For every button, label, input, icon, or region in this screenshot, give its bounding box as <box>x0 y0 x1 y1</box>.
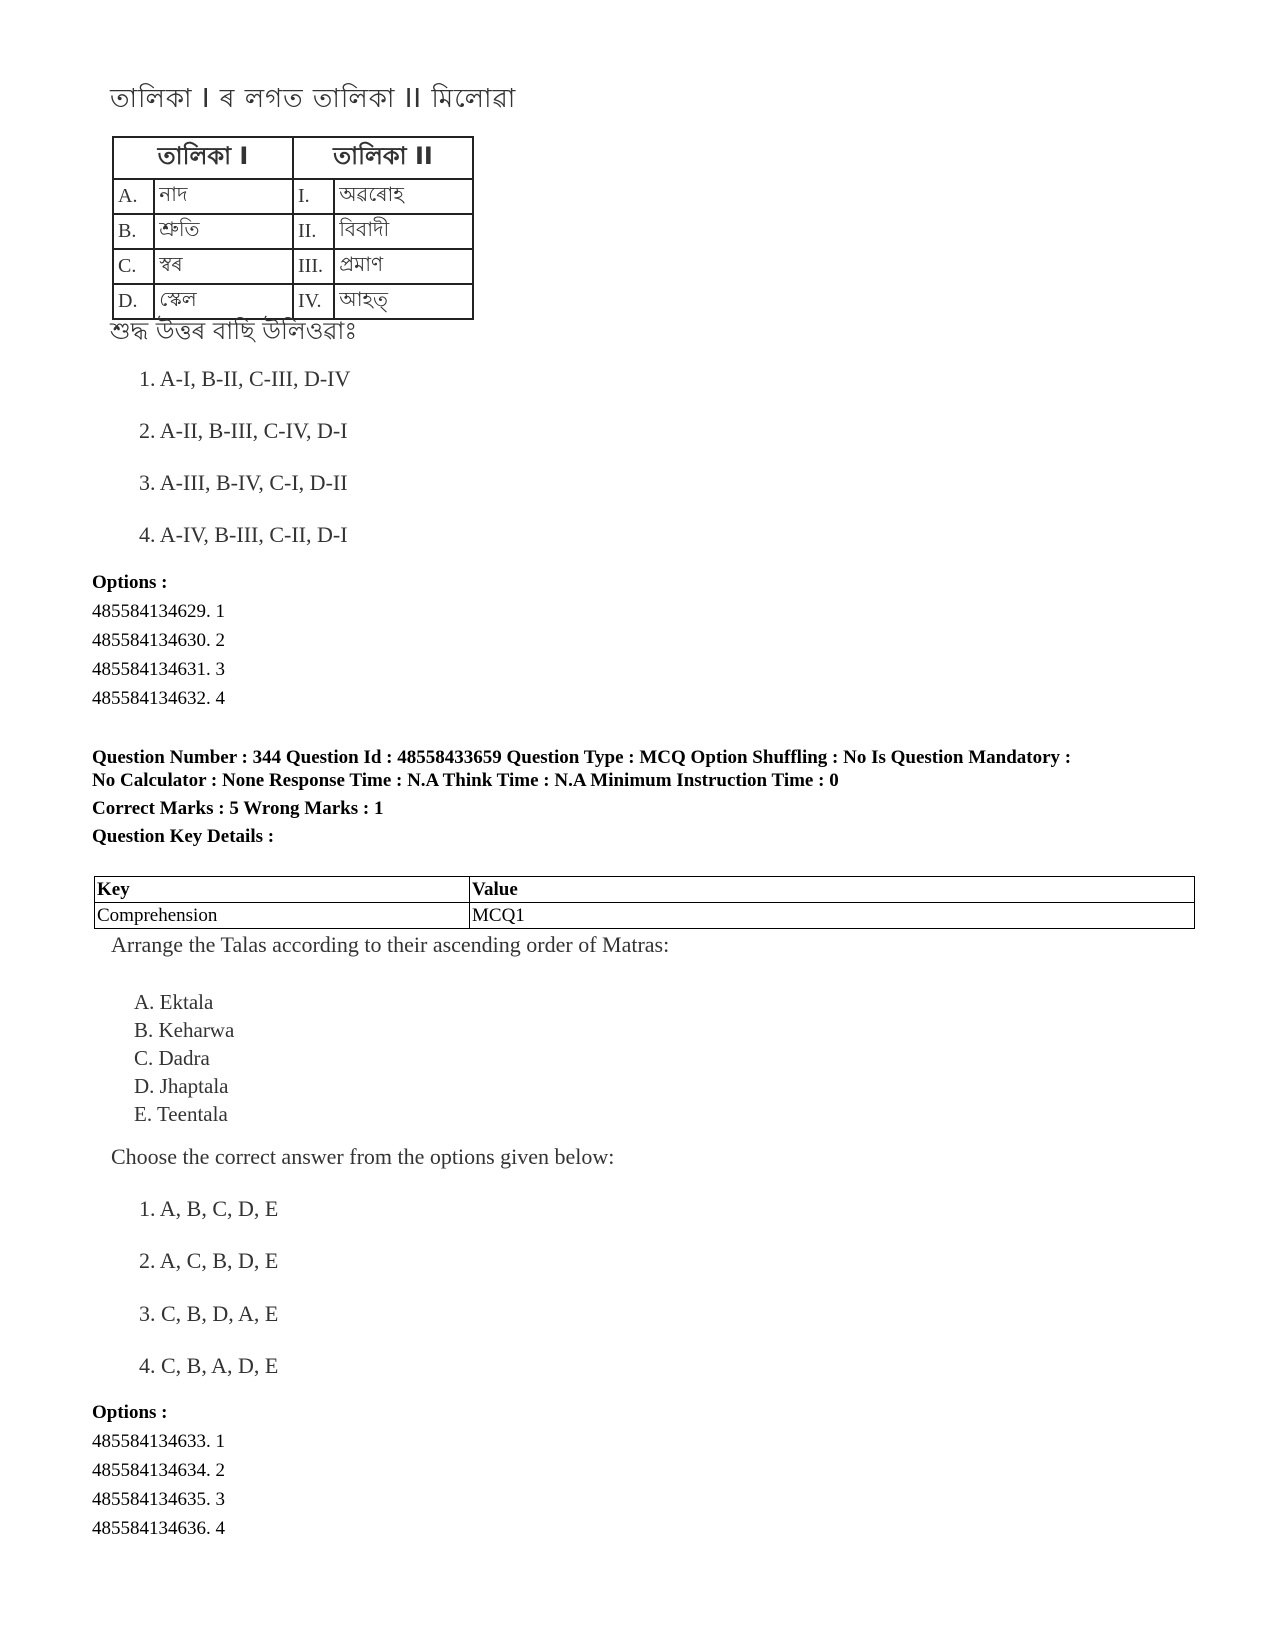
row-value: শ্ৰুতি <box>154 214 293 249</box>
option-item: 485584134629. 1 <box>92 601 225 622</box>
q2-prompt: Choose the correct answer from the options given below: <box>111 1144 615 1169</box>
question-info <box>92 746 1212 792</box>
q1-options <box>92 568 225 713</box>
option-item: 485584134632. 4 <box>92 688 225 709</box>
q1-choice-4: 4. A-IV, B-III, C-II, D-I <box>139 522 348 547</box>
option-item: 485584134635. 3 <box>92 1489 225 1510</box>
row-value: স্কেল <box>154 284 293 319</box>
list-item: A. Ektala <box>134 990 214 1014</box>
q1-choice-1: 1. A-I, B-II, C-III, D-IV <box>139 366 351 391</box>
key-details-table <box>94 876 1195 929</box>
question-info-line1: Question Number : 344 Question Id : 48558433659 Question Type : MCQ Option Shuffling : No Is Question Mandatory : <box>92 747 1072 768</box>
table-row <box>95 903 1195 929</box>
list-item: D. Jhaptala <box>134 1074 229 1098</box>
row-key: C. <box>113 249 154 284</box>
match-table <box>112 136 474 320</box>
q1-choice-2: 2. A-II, B-III, C-IV, D-I <box>139 418 348 443</box>
row-key: III. <box>293 249 334 284</box>
row-value: বিবাদী <box>334 214 473 249</box>
table-row <box>95 877 1195 903</box>
row-value: স্বৰ <box>154 249 293 284</box>
q2-question: Arrange the Talas according to their ascending order of Matras: <box>111 932 670 957</box>
row-value: নাদ <box>154 179 293 214</box>
value-cell: MCQ1 <box>470 903 1195 929</box>
q2-items <box>134 988 234 1128</box>
key-cell: Comprehension <box>95 903 470 929</box>
q1-prompt: শুদ্ধ উত্তৰ বাছি উলিওৱাঃ <box>110 317 358 345</box>
match-instruction: তালিকা I ৰ লগত তালিকা II মিলোৱা <box>110 84 517 114</box>
q2-choice-4: 4. C, B, A, D, E <box>139 1353 279 1378</box>
q1-choice-3: 3. A-III, B-IV, C-I, D-II <box>139 470 348 495</box>
row-key: B. <box>113 214 154 249</box>
row-key: I. <box>293 179 334 214</box>
key-header: Key <box>95 877 470 903</box>
option-item: 485584134634. 2 <box>92 1460 225 1481</box>
table-header-list1: তালিকা I <box>113 137 293 179</box>
question-info-line2: No Calculator : None Response Time : N.A Think Time : N.A Minimum Instruction Time : 0 <box>92 770 839 791</box>
options-label: Options : <box>92 572 168 593</box>
list-item: E. Teentala <box>134 1102 228 1126</box>
list-item: B. Keharwa <box>134 1018 235 1042</box>
row-key: II. <box>293 214 334 249</box>
value-header: Value <box>470 877 1195 903</box>
key-details-label: Question Key Details : <box>92 826 275 847</box>
row-key: A. <box>113 179 154 214</box>
table-header-list2: তালিকা II <box>293 137 473 179</box>
row-value: আহত্ <box>334 284 473 319</box>
options-label: Options : <box>92 1402 168 1423</box>
option-item: 485584134636. 4 <box>92 1518 225 1539</box>
marks-line: Correct Marks : 5 Wrong Marks : 1 <box>92 798 384 819</box>
row-value: অৱৰোহ <box>334 179 473 214</box>
option-item: 485584134631. 3 <box>92 659 225 680</box>
table-row <box>113 214 473 249</box>
row-key: IV. <box>293 284 334 319</box>
option-item: 485584134630. 2 <box>92 630 225 651</box>
row-value: প্ৰমাণ <box>334 249 473 284</box>
q2-options <box>92 1398 225 1543</box>
q2-choice-3: 3. C, B, D, A, E <box>139 1301 279 1326</box>
q2-choice-1: 1. A, B, C, D, E <box>139 1196 279 1221</box>
table-row <box>113 249 473 284</box>
option-item: 485584134633. 1 <box>92 1431 225 1452</box>
table-row <box>113 179 473 214</box>
list-item: C. Dadra <box>134 1046 210 1070</box>
row-key: D. <box>113 284 154 319</box>
q2-choice-2: 2. A, C, B, D, E <box>139 1248 279 1273</box>
